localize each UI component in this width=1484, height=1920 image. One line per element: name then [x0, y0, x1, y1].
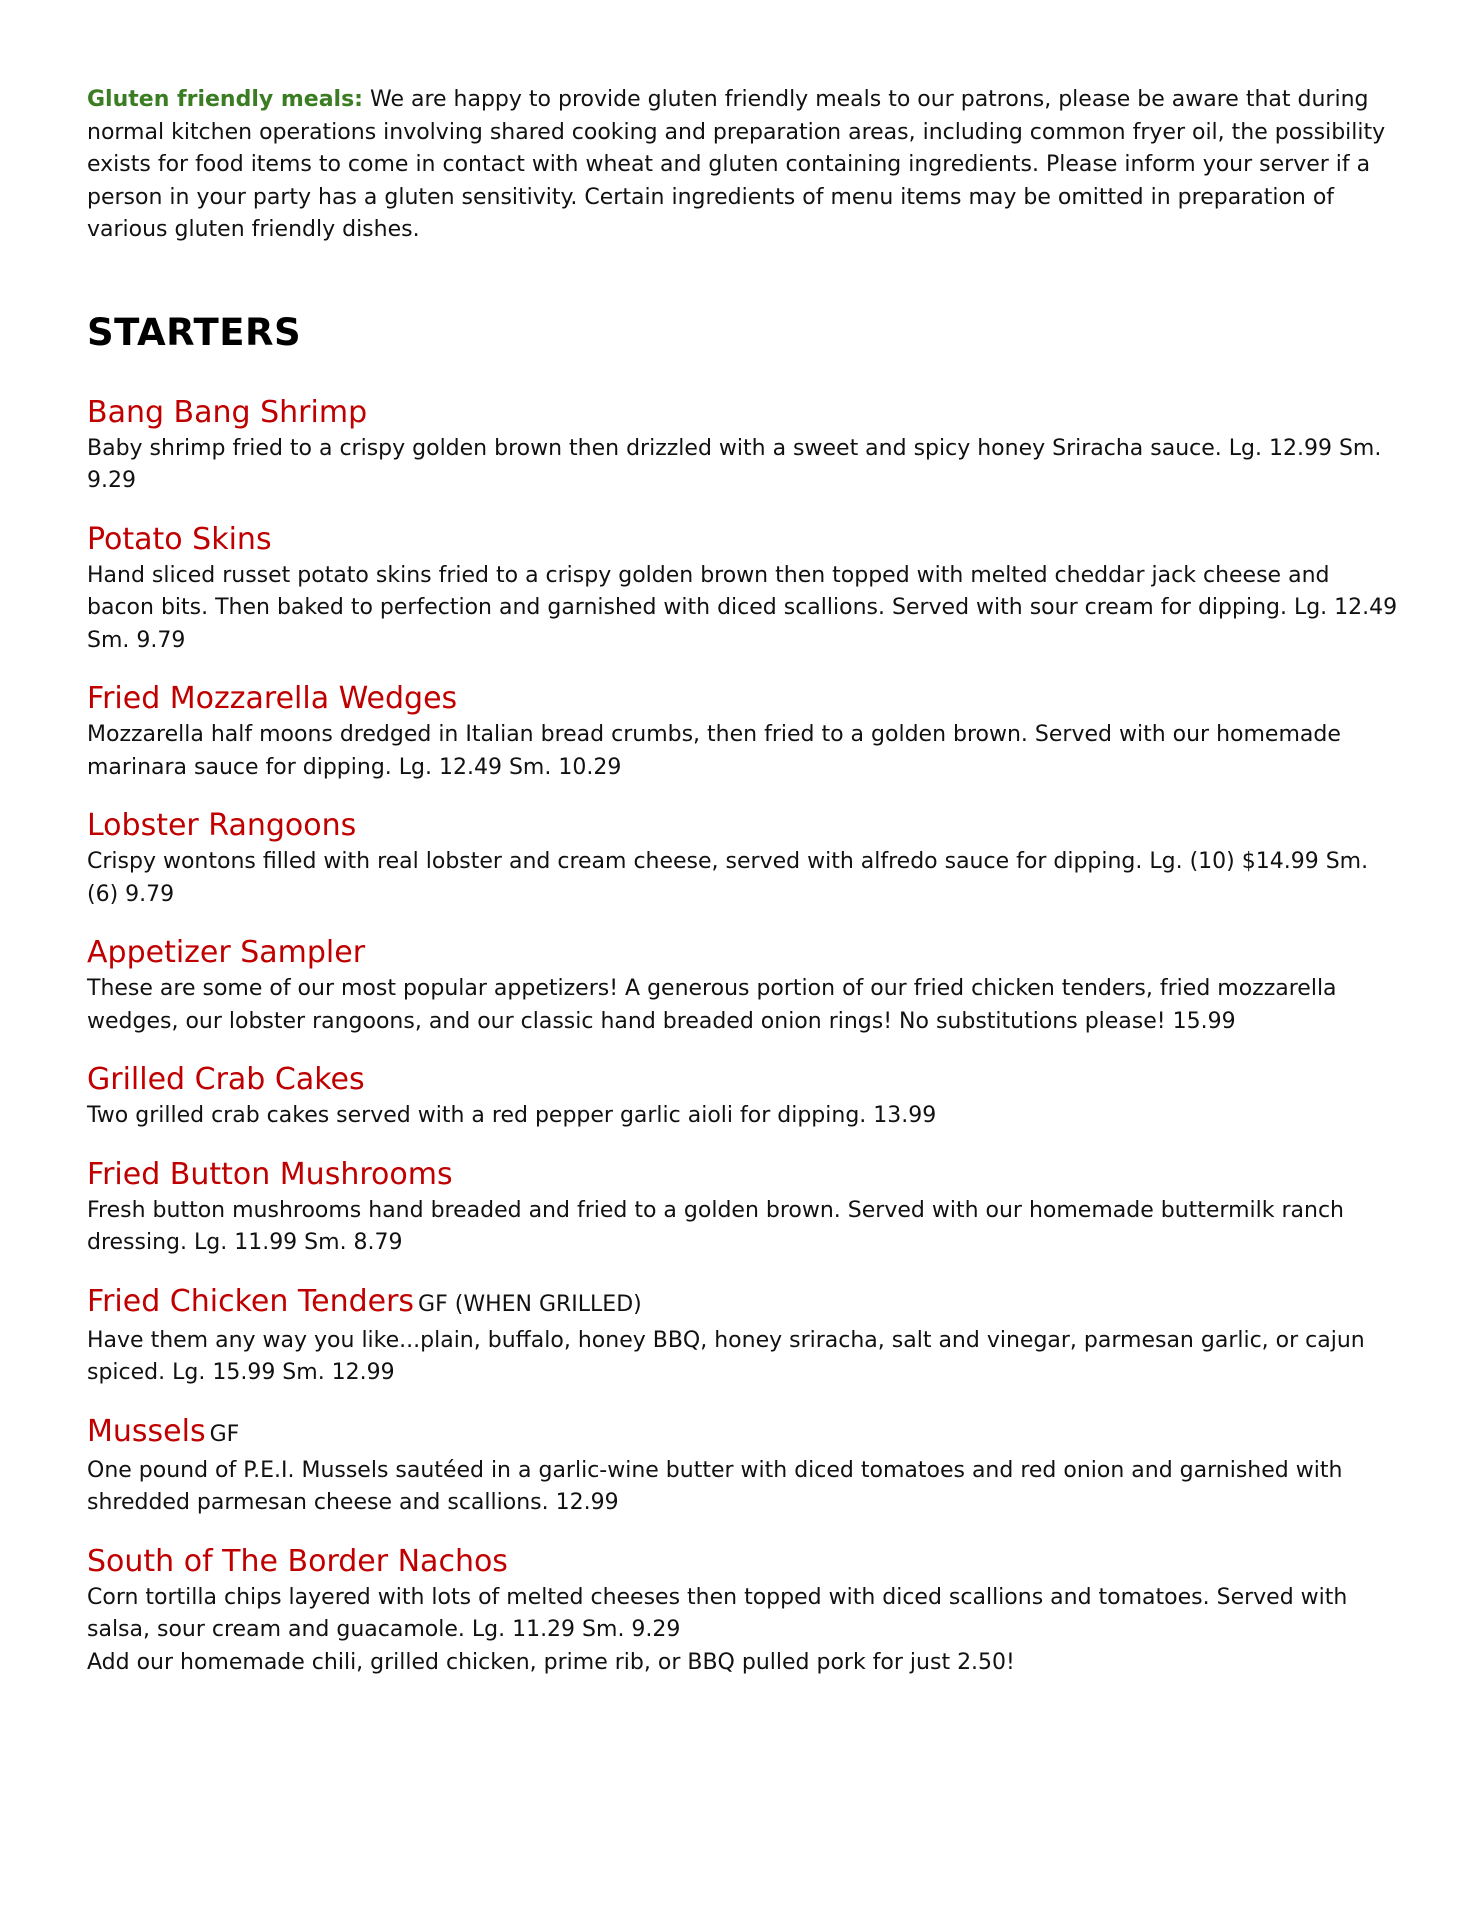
menu-item-name: Fried Chicken Tenders	[87, 1283, 415, 1319]
menu-item-name: Bang Bang Shrimp	[87, 394, 368, 430]
menu-item-description: Mozzarella half moons dredged in Italian bread crumbs, then fried to a golden brown. Served with our homemade marinara sauce for dipping. Lg. 12.49 Sm. 10.29	[87, 722, 1341, 780]
menu-item-description: Fresh button mushrooms hand breaded and fried to a golden brown. Served with our homemade buttermilk ranch dressing. Lg. 11.99 Sm. 8.79	[87, 1197, 1344, 1255]
menu-item-title	[87, 1412, 1399, 1455]
menu-item-title	[87, 679, 1399, 719]
menu-item-name: Potato Skins	[87, 521, 272, 557]
starters-list	[87, 393, 1399, 1680]
menu-item	[87, 679, 1399, 784]
section-heading-starters: STARTERS	[87, 310, 302, 354]
menu-item-description-text: Corn tortilla chips layered with lots of melted cheeses then topped with diced scallions and tomatoes. Served with salsa, sour cream and guacamole. Lg. 11.29 Sm. 9.29	[87, 1584, 1348, 1642]
menu-item-dietary-tag: GF (WHEN GRILLED)	[418, 1291, 642, 1317]
menu-item-name: South of The Border Nachos	[87, 1543, 508, 1579]
menu-item	[87, 1282, 1399, 1390]
menu-item-name: Lobster Rangoons	[87, 808, 357, 843]
menu-item-description: One pound of P.E.I. Mussels sautéed in a garlic-wine butter with diced tomatoes and red onion and garnished with shredded parmesan cheese and scallions. 12.99	[87, 1457, 1343, 1515]
menu-item	[87, 520, 1399, 658]
menu-item-description: Hand sliced russet potato skins fried to a crispy golden brown then topped with melted cheddar jack cheese and bacon bits. Then baked to perfection and garnished with diced scallions. Served with sour cream for dipping. Lg. 12.49 Sm. 9.79	[87, 562, 1398, 653]
menu-item-description: Two grilled crab cakes served with a red pepper garlic aioli for dipping. 13.99	[87, 1103, 937, 1128]
menu-item	[87, 1542, 1399, 1680]
gluten-notice-label: Gluten friendly meals:	[87, 87, 363, 112]
menu-item-name: Fried Mozzarella Wedges	[87, 681, 458, 716]
menu-item-description: Crispy wontons filled with real lobster and cream cheese, served with alfredo sauce for dipping. Lg. (10) $14.99 Sm. (6) 9.79	[87, 849, 1369, 907]
menu-item-title	[87, 1155, 1399, 1195]
menu-item-title	[87, 1060, 1399, 1100]
menu-item-title	[87, 393, 1399, 433]
menu-item-description: Have them any way you like...plain, buffalo, honey BBQ, honey sriracha, salt and vinegar, parmesan garlic, or cajun spiced. Lg. 15.99 Sm. 12.99	[87, 1327, 1365, 1385]
gluten-notice	[87, 84, 1399, 247]
menu-item-title	[87, 806, 1399, 846]
menu-page	[87, 84, 1399, 1701]
menu-item	[87, 1412, 1399, 1520]
menu-item-name: Mussels	[87, 1413, 206, 1449]
gluten-notice-text: We are happy to provide gluten friendly meals to our patrons, please be aware that during normal kitchen operations involving shared cooking and preparation areas, including common fryer oil, the possibility exists for food items to come in contact with wheat and gluten containing ingredients. Please inform your server if a person in your party has a gluten sensitivity. Certain ingredients of menu items may be omitted in preparation of various gluten friendly dishes.	[87, 87, 1386, 242]
menu-item-addon-note: Add our homemade chili, grilled chicken, prime rib, or BBQ pulled pork for just 2.50!	[87, 1649, 1015, 1675]
menu-item	[87, 806, 1399, 911]
menu-item-name: Appetizer Sampler	[87, 935, 366, 970]
menu-item-name: Grilled Crab Cakes	[87, 1062, 365, 1097]
menu-item-description: These are some of our most popular appetizers! A generous portion of our fried chicken tenders, fried mozzarella wedges, our lobster rangoons, and our classic hand breaded onion rings! No substitutions please! 15.99	[87, 976, 1337, 1034]
menu-item	[87, 1155, 1399, 1260]
menu-item-title	[87, 1282, 1399, 1325]
menu-item-description	[87, 1582, 1399, 1680]
menu-item-dietary-tag: GF	[209, 1421, 240, 1447]
menu-item-title	[87, 933, 1399, 973]
menu-item	[87, 933, 1399, 1038]
menu-item	[87, 1060, 1399, 1133]
menu-item-title	[87, 1542, 1399, 1582]
menu-item-name: Fried Button Mushrooms	[87, 1156, 453, 1192]
menu-item-description: Baby shrimp fried to a crispy golden brown then drizzled with a sweet and spicy honey Sriracha sauce. Lg. 12.99 Sm. 9.29	[87, 435, 1382, 493]
menu-item	[87, 393, 1399, 498]
menu-item-title	[87, 520, 1399, 560]
